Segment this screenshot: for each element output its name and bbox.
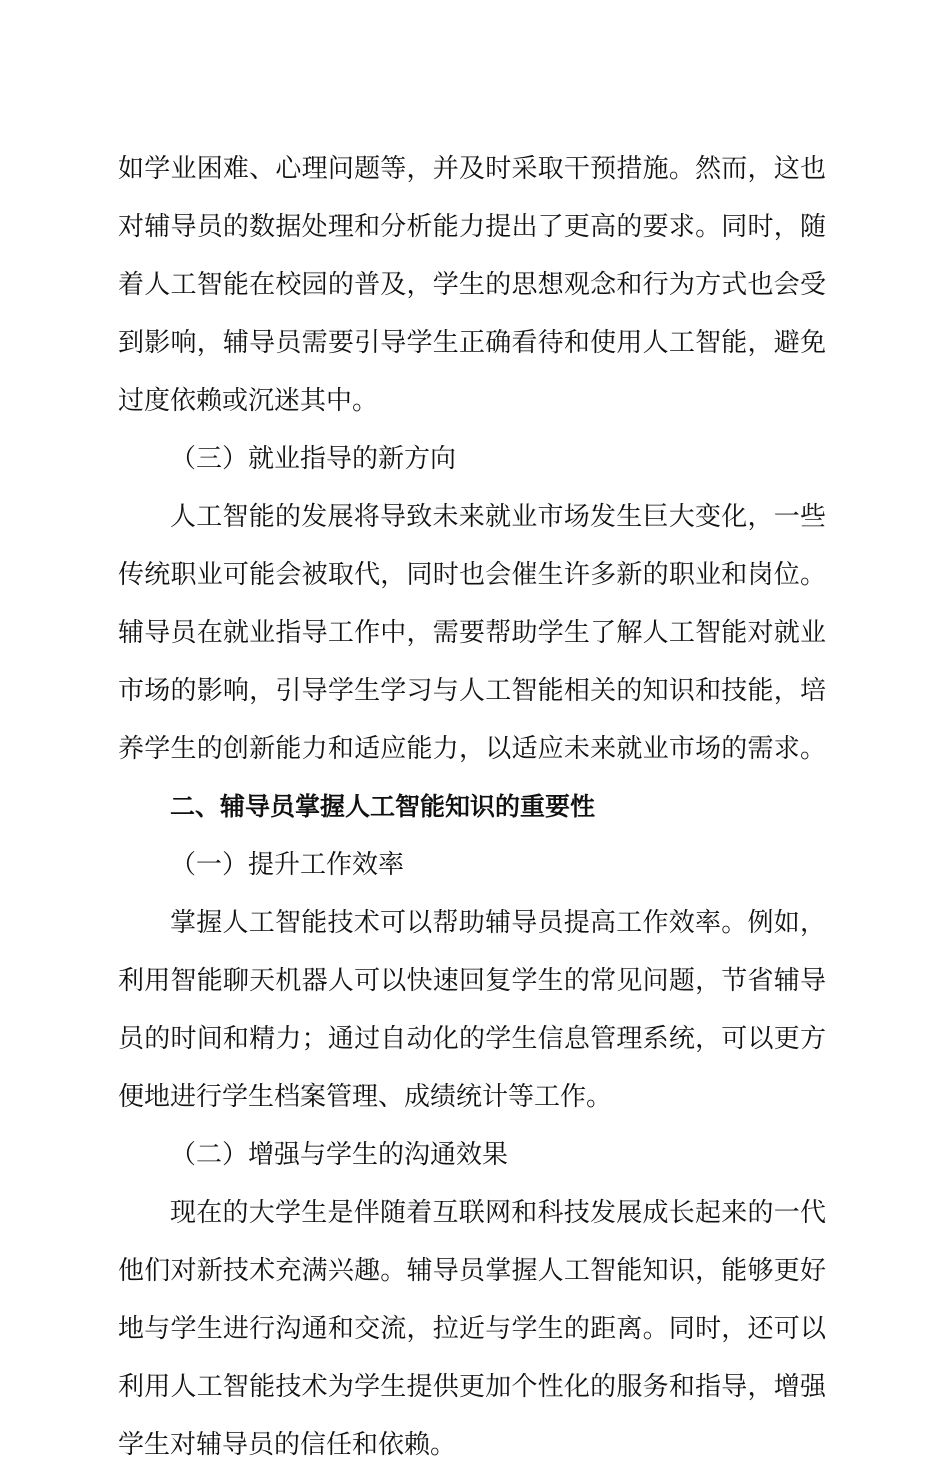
paragraph-communication bbox=[118, 1184, 826, 1474]
text-line: 市场的影响，引导学生学习与人工智能相关的知识和技能，培 bbox=[118, 676, 826, 706]
text-line: 利用人工智能技术为学生提供更加个性化的服务和指导，增强 bbox=[118, 1372, 826, 1402]
paragraph-efficiency bbox=[118, 894, 826, 1126]
subheading-communication: （二）增强与学生的沟通效果 bbox=[170, 1140, 509, 1170]
text-line: 他们对新技术充满兴趣。辅导员掌握人工智能知识，能够更好 bbox=[118, 1256, 826, 1286]
text-line: 养学生的创新能力和适应能力，以适应未来就业市场的需求。 bbox=[118, 734, 826, 764]
text-line: 人工智能的发展将导致未来就业市场发生巨大变化，一些 bbox=[170, 502, 826, 532]
text-line: 便地进行学生档案管理、成绩统计等工作。 bbox=[118, 1082, 613, 1112]
text-line: 过度依赖或沉迷其中。 bbox=[118, 386, 379, 416]
paragraph-continuation bbox=[118, 140, 826, 430]
text-line: 对辅导员的数据处理和分析能力提出了更高的要求。同时，随 bbox=[118, 212, 826, 242]
subheading-efficiency: （一）提升工作效率 bbox=[170, 850, 405, 880]
text-line: 传统职业可能会被取代，同时也会催生许多新的职业和岗位。 bbox=[118, 560, 826, 590]
text-line: 利用智能聊天机器人可以快速回复学生的常见问题，节省辅导 bbox=[118, 966, 826, 996]
text-line: 着人工智能在校园的普及，学生的思想观念和行为方式也会受 bbox=[118, 270, 826, 300]
paragraph-employment bbox=[118, 488, 826, 778]
section-heading: 二、辅导员掌握人工智能知识的重要性 bbox=[170, 792, 596, 821]
text-line: 掌握人工智能技术可以帮助辅导员提高工作效率。例如， bbox=[170, 908, 826, 938]
document-page bbox=[118, 140, 826, 1474]
subheading-employment-guidance: （三）就业指导的新方向 bbox=[170, 444, 457, 474]
text-line: 地与学生进行沟通和交流，拉近与学生的距离。同时，还可以 bbox=[118, 1314, 826, 1344]
text-line: 学生对辅导员的信任和依赖。 bbox=[118, 1430, 457, 1460]
text-line: 现在的大学生是伴随着互联网和科技发展成长起来的一代 bbox=[170, 1198, 826, 1228]
text-line: 员的时间和精力；通过自动化的学生信息管理系统，可以更方 bbox=[118, 1024, 826, 1054]
text-line: 到影响，辅导员需要引导学生正确看待和使用人工智能，避免 bbox=[118, 328, 826, 358]
text-line: 如学业困难、心理问题等，并及时采取干预措施。然而，这也 bbox=[118, 154, 826, 184]
text-line: 辅导员在就业指导工作中，需要帮助学生了解人工智能对就业 bbox=[118, 618, 826, 648]
